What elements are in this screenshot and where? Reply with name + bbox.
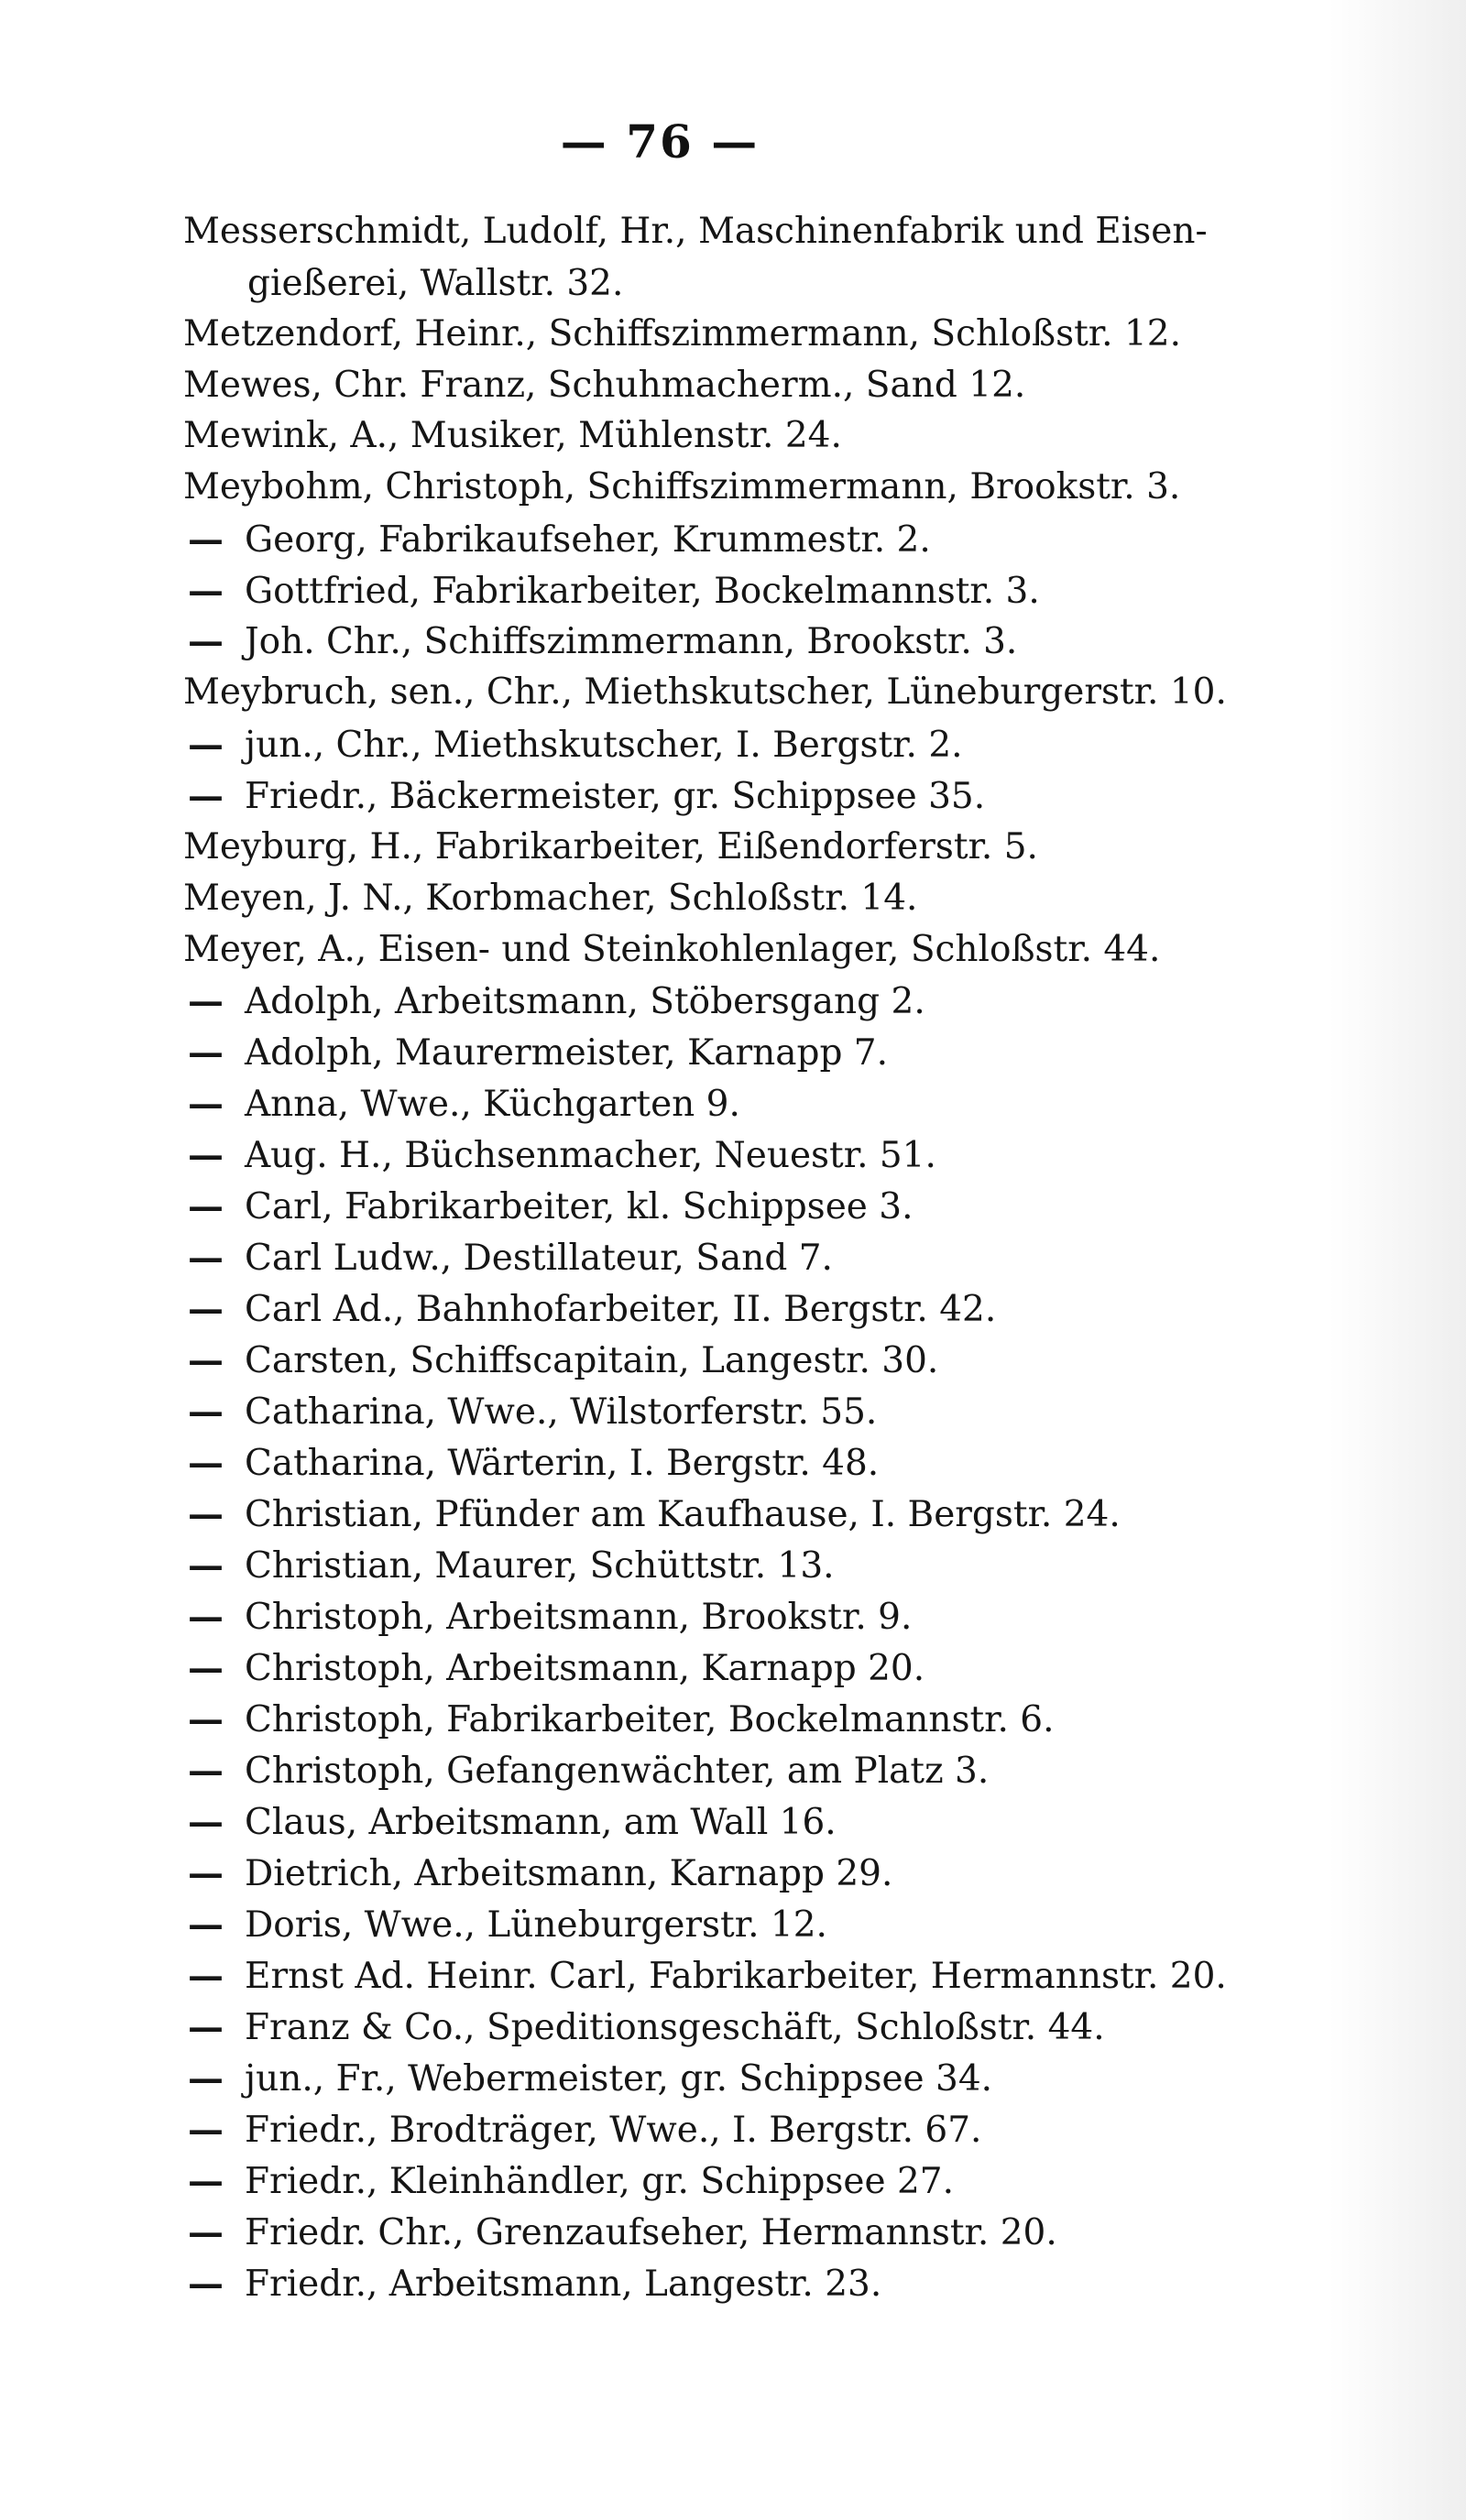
entry-text: Gottfried, Fabrikarbeiter, Bockelmannstr. 3.	[245, 571, 1040, 612]
continuation-dash: —	[188, 1493, 224, 1535]
continuation-dash: —	[188, 1391, 224, 1433]
continuation-dash: —	[188, 2109, 224, 2151]
entry-line	[188, 1540, 835, 1591]
continuation-dash: —	[188, 1185, 224, 1227]
entry-line	[183, 206, 1208, 257]
entry-line	[188, 514, 931, 565]
entry-text: Christian, Pfünder am Kaufhause, I. Bergstr. 24.	[245, 1494, 1121, 1535]
continuation-dash: —	[188, 2263, 224, 2305]
continuation-dash: —	[188, 1596, 224, 1638]
continuation-dash: —	[188, 2160, 224, 2202]
continuation-dash: —	[188, 1801, 224, 1843]
page-number: — 76 —	[560, 115, 760, 169]
entry-line	[188, 2002, 1105, 2053]
continuation-dash: —	[188, 2057, 224, 2100]
entry-text: Meyburg, H., Fabrikarbeiter, Eißendorferstr. 5.	[183, 826, 1038, 867]
continuation-dash: —	[188, 570, 224, 612]
continuation-dash: —	[188, 980, 224, 1022]
entry-text: Mewink, A., Musiker, Mühlenstr. 24.	[183, 415, 842, 456]
entry-text: Friedr., Brodträger, Wwe., I. Bergstr. 67.	[245, 2110, 982, 2151]
entry-text: Friedr., Kleinhändler, gr. Schippsee 27.	[245, 2161, 955, 2202]
entry-line	[247, 258, 623, 310]
entry-line	[188, 1181, 913, 1232]
entry-text: jun., Fr., Webermeister, gr. Schippsee 34.	[245, 2058, 993, 2100]
entry-text: Friedr. Chr., Grenzaufseher, Hermannstr. 20.	[245, 2212, 1057, 2253]
entry-line	[188, 1950, 1227, 2002]
entry-line	[183, 410, 842, 462]
entry-text: Franz & Co., Speditionsgeschäft, Schloßstr. 44.	[245, 2007, 1105, 2048]
entry-line	[188, 1642, 924, 1694]
entry-text: Metzendorf, Heinr., Schiffszimmermann, Schloßstr. 12.	[183, 313, 1181, 355]
continuation-dash: —	[188, 518, 224, 561]
entry-line	[183, 462, 1180, 513]
entry-line	[183, 822, 1038, 873]
entry-line	[183, 873, 917, 924]
entry-text: Aug. H., Büchsenmacher, Neuestr. 51.	[245, 1135, 936, 1176]
entry-line	[188, 719, 963, 770]
entry-text: Meyen, J. N., Korbmacher, Schloßstr. 14.	[183, 878, 918, 919]
continuation-dash: —	[188, 1698, 224, 1740]
entry-line	[188, 1899, 827, 1950]
continuation-dash: —	[188, 1134, 224, 1176]
entry-text: Christoph, Gefangenwächter, am Platz 3.	[245, 1751, 990, 1792]
entry-line	[188, 1745, 989, 1796]
continuation-dash: —	[188, 1904, 224, 1946]
continuation-dash: —	[188, 1288, 224, 1330]
entry-line	[188, 616, 1017, 667]
entry-text: Carl, Fabrikarbeiter, kl. Schippsee 3.	[245, 1186, 914, 1227]
entry-text: Doris, Wwe., Lüneburgerstr. 12.	[245, 1904, 827, 1946]
entry-line	[183, 309, 1181, 360]
continuation-dash: —	[188, 1852, 224, 1894]
entry-text: Ernst Ad. Heinr. Carl, Fabrikarbeiter, Hermannstr. 20.	[245, 1956, 1227, 1997]
entry-text: Carsten, Schiffscapitain, Langestr. 30.	[245, 1340, 939, 1381]
page-edge-shadow	[1329, 0, 1466, 2520]
entry-line	[183, 360, 1025, 411]
entry-text: Adolph, Arbeitsmann, Stöbersgang 2.	[245, 981, 925, 1022]
entry-line	[188, 976, 925, 1027]
continuation-dash: —	[188, 2211, 224, 2253]
continuation-dash: —	[188, 1750, 224, 1792]
continuation-dash: —	[188, 1442, 224, 1484]
entry-line	[188, 565, 1040, 616]
entry-line	[188, 1232, 833, 1283]
entry-text: Meybruch, sen., Chr., Miethskutscher, Lüneburgerstr. 10.	[183, 671, 1227, 713]
entry-line	[188, 2053, 992, 2104]
continuation-dash: —	[188, 1083, 224, 1125]
entry-text: gießerei, Wallstr. 32.	[247, 263, 624, 304]
entry-line	[188, 2207, 1057, 2258]
entry-text: Joh. Chr., Schiffszimmermann, Brookstr. 3.	[245, 621, 1018, 662]
entry-line	[188, 1129, 936, 1181]
continuation-dash: —	[188, 1339, 224, 1381]
continuation-dash: —	[188, 620, 224, 662]
entry-line	[188, 2258, 881, 2309]
entry-text: jun., Chr., Miethskutscher, I. Bergstr. 2.	[245, 725, 963, 766]
entry-text: Friedr., Bäckermeister, gr. Schippsee 35.	[245, 776, 986, 817]
entry-text: Catharina, Wwe., Wilstorferstr. 55.	[245, 1391, 878, 1433]
entry-line	[188, 2104, 981, 2155]
entry-line	[188, 1078, 740, 1129]
entry-line	[188, 770, 985, 822]
entry-line	[188, 1335, 938, 1386]
entry-text: Christoph, Arbeitsmann, Karnapp 20.	[245, 1648, 925, 1689]
entry-line	[188, 1283, 996, 1335]
entry-text: Claus, Arbeitsmann, am Wall 16.	[245, 1802, 837, 1843]
entry-text: Meybohm, Christoph, Schiffszimmermann, Brookstr. 3.	[183, 466, 1181, 507]
entry-line	[188, 1591, 912, 1642]
entry-line	[188, 1027, 888, 1078]
entry-text: Christoph, Arbeitsmann, Brookstr. 9.	[245, 1597, 913, 1638]
entry-line	[183, 667, 1227, 718]
entry-line	[188, 1796, 837, 1848]
entry-text: Mewes, Chr. Franz, Schuhmacherm., Sand 12.	[183, 365, 1026, 406]
entry-line	[188, 2155, 954, 2207]
continuation-dash: —	[188, 724, 224, 766]
continuation-dash: —	[188, 1031, 224, 1074]
entry-text: Anna, Wwe., Küchgarten 9.	[245, 1084, 740, 1125]
entry-line	[188, 1848, 892, 1899]
entry-text: Meyer, A., Eisen- und Steinkohlenlager, Schloßstr. 44.	[183, 929, 1161, 970]
continuation-dash: —	[188, 775, 224, 817]
entry-line	[188, 1386, 877, 1437]
entry-text: Catharina, Wärterin, I. Bergstr. 48.	[245, 1443, 880, 1484]
continuation-dash: —	[188, 1955, 224, 1997]
entry-text: Christoph, Fabrikarbeiter, Bockelmannstr. 6.	[245, 1699, 1055, 1740]
continuation-dash: —	[188, 2006, 224, 2048]
entry-text: Christian, Maurer, Schüttstr. 13.	[245, 1545, 835, 1587]
continuation-dash: —	[188, 1237, 224, 1279]
entry-text: Georg, Fabrikaufseher, Krummestr. 2.	[245, 519, 931, 561]
entry-text: Carl Ludw., Destillateur, Sand 7.	[245, 1238, 833, 1279]
entry-text: Dietrich, Arbeitsmann, Karnapp 29.	[245, 1853, 893, 1894]
continuation-dash: —	[188, 1544, 224, 1587]
entry-line	[183, 924, 1160, 976]
entry-line	[188, 1489, 1121, 1540]
entry-text: Friedr., Arbeitsmann, Langestr. 23.	[245, 2264, 882, 2305]
entry-line	[188, 1694, 1055, 1745]
continuation-dash: —	[188, 1647, 224, 1689]
entry-line	[188, 1437, 879, 1489]
entry-text: Carl Ad., Bahnhofarbeiter, II. Bergstr. 42.	[245, 1289, 997, 1330]
entry-text: Messerschmidt, Ludolf, Hr., Maschinenfabrik und Eisen-	[183, 211, 1208, 252]
entry-text: Adolph, Maurermeister, Karnapp 7.	[245, 1032, 889, 1074]
